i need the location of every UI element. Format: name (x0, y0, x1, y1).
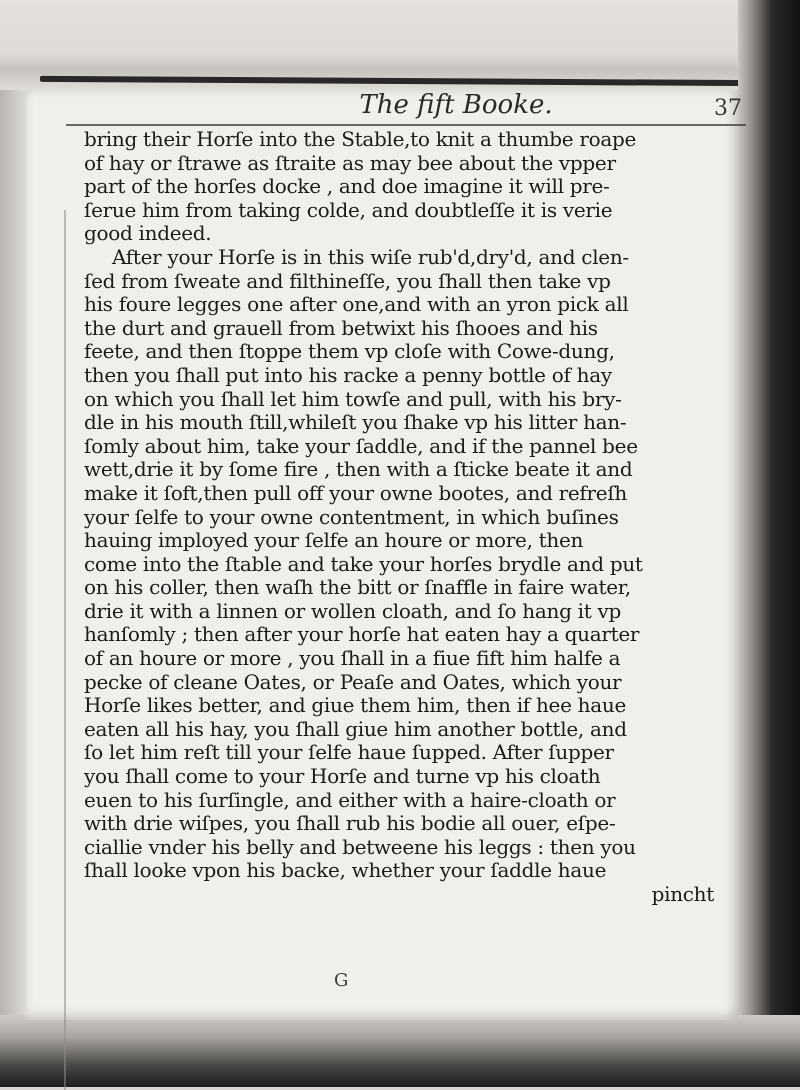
text-line: hanſomly ; then after your horſe hat eaten hay a quarter (84, 622, 640, 647)
text-line: ſomly about him, take your ſaddle, and if the pannel bee (84, 433, 638, 458)
text-line: pecke of cleane Oates, or Peaſe and Oates, which your (84, 669, 622, 694)
text-line: wett,drie it by ſome fire , then with a ſticke beate it and (84, 457, 633, 482)
running-head: The fift Booke. (359, 90, 553, 120)
text-line: feete, and then ſtoppe them vp cloſe with Cowe-dung, (84, 339, 615, 364)
header-rule (66, 124, 746, 126)
left-edge-shadow (0, 0, 26, 1087)
text-line: part of the horſes docke , and doe imagine it will pre- (84, 174, 610, 199)
text-line: After your Horſe is in this wiſe rub'd,dry'd, and clen- (112, 244, 629, 269)
text-line: on which you ſhall let him towſe and pull, with his bry- (84, 386, 622, 411)
text-line: on his coller, then waſh the bitt or ſnaffle in faire water, (84, 575, 631, 600)
text-line: ſed from ſweate and filthineſſe, you ſhall then take vp (84, 268, 611, 293)
bottom-scan-edge (0, 1015, 800, 1087)
page-header (66, 90, 746, 132)
right-scan-edge (738, 0, 800, 1087)
text-line: come into the ſtable and take your horſes brydle and put (84, 551, 643, 576)
catchword: pincht (651, 882, 714, 906)
text-line: ſo let him reſt till your ſelfe haue ſupped. After ſupper (84, 740, 614, 765)
text-line: bring their Horſe into the Stable,to knit a thumbe roape (84, 127, 637, 151)
text-line: eaten all his hay, you ſhall giue him another bottle, and (84, 716, 627, 741)
text-line: you ſhall come to your Horſe and turne vp his cloath (84, 764, 601, 789)
text-line: then you ſhall put into his racke a penny bottle of hay (84, 362, 612, 387)
text-line: good indeed. (84, 221, 212, 246)
body-text (84, 128, 744, 907)
text-line: your ſelfe to your owne contentment, in which buſines (84, 504, 619, 529)
text-line: ciallie vnder his belly and betweene his leggs : then you (84, 834, 636, 859)
text-line: euen to his ſurſingle, and either with a haire-cloath or (84, 787, 616, 812)
left-margin-line (64, 210, 66, 1090)
text-line: with drie wiſpes, you ſhall rub his bodie all ouer, eſpe- (84, 811, 616, 836)
text-line: of hay or ſtrawe as ſtraite as may bee about the vpper (84, 150, 616, 175)
text-line: Horſe likes better, and giue them him, then if hee haue (84, 693, 626, 718)
text-line: his foure legges one after one,and with an yron pick all (84, 292, 629, 317)
text-line: ſerue him from taking colde, and doubtleſſe it is verie (84, 197, 613, 222)
text-line: ſhall looke vpon his backe, whether your ſaddle haue (84, 858, 607, 883)
signature-mark: G (334, 970, 349, 991)
book-page (26, 90, 742, 1020)
text-line: dle in his mouth ſtill,whileſt you ſhake vp his litter han- (84, 410, 627, 435)
text-line: hauing imployed your ſelfe an houre or more, then (84, 528, 584, 553)
text-line: of an houre or more , you ſhall in a fiue fift him halfe a (84, 646, 621, 671)
text-line: drie it with a linnen or wollen cloath, and ſo hang it vp (84, 598, 622, 623)
text-line: the durt and grauell from betwixt his ſhooes and his (84, 315, 598, 340)
page-number: 37 (714, 96, 742, 121)
text-line: make it ſoft,then pull off your owne bootes, and refreſh (84, 480, 628, 505)
